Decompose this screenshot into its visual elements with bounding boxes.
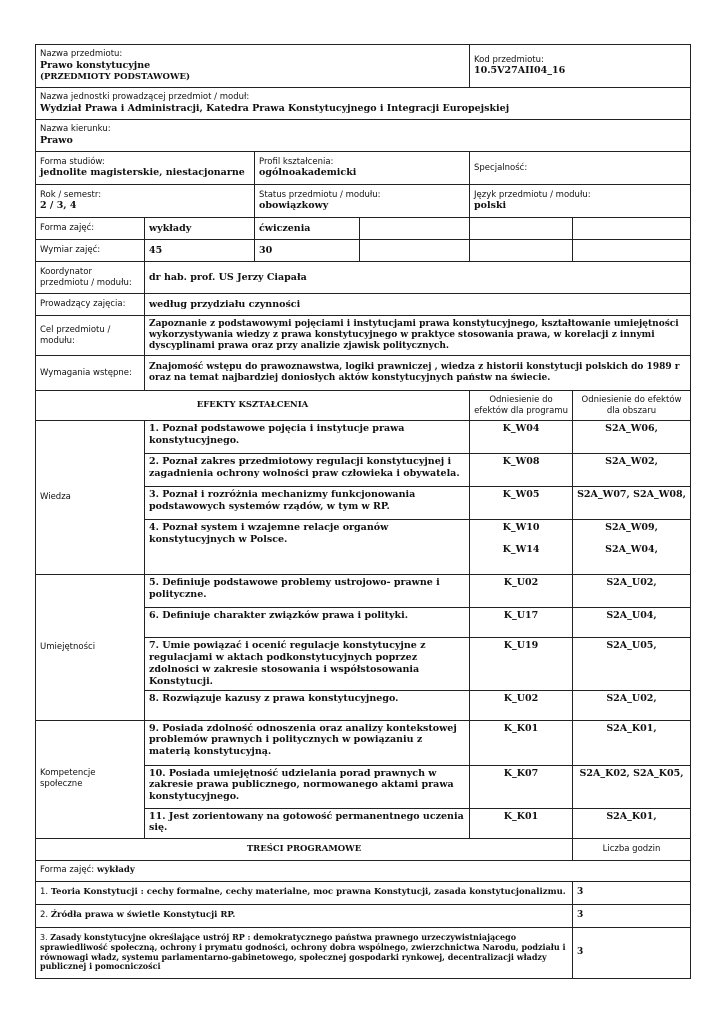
outcome-program bbox=[470, 575, 573, 608]
outcomes-col-area: Odniesienie do efektów dla obszaru bbox=[573, 391, 691, 421]
program-code: K_U19 bbox=[503, 640, 539, 651]
classes-form-2: ćwiczenia bbox=[255, 218, 360, 240]
program-code: K_W04 bbox=[502, 423, 540, 434]
area-code: S2A_K01, bbox=[606, 722, 657, 734]
hours-1: 45 bbox=[145, 240, 255, 262]
year-row bbox=[36, 185, 691, 218]
outcome-program bbox=[470, 421, 573, 454]
classes-form-row bbox=[36, 218, 691, 240]
outcome-program bbox=[470, 720, 573, 765]
profile-cell bbox=[255, 152, 470, 185]
outcome-area bbox=[573, 808, 691, 838]
outcome-text: 9. Posiada zdolność odnoszenia oraz analizy kontekstowej problemów prawnych i politycznych w powiązaniu z materią konstytucyjną. bbox=[145, 720, 470, 765]
outcome-group-skills: Umiejętności bbox=[36, 575, 145, 721]
program-code: K_W10 bbox=[502, 522, 540, 533]
outcome-program bbox=[470, 808, 573, 838]
outcome-text: 11. Jest zorientowany na gotowość permanentnego uczenia się. bbox=[145, 808, 470, 838]
empty-cell bbox=[360, 240, 470, 262]
code-label: Kod przedmiotu: bbox=[474, 54, 544, 65]
subject-label: Nazwa przedmiotu: bbox=[40, 49, 123, 60]
outcome-area bbox=[573, 720, 691, 765]
teachers-label: Prowadzący zajęcia: bbox=[36, 294, 145, 316]
content-text-cell bbox=[36, 881, 573, 904]
outcome-text: 7. Umie powiązać i ocenić regulacje konstytucyjne z regulacjami w aktach podkonstytucyjnych poprzez zdolności w zakresie stosowania i współstosowania Konstytucji. bbox=[145, 638, 470, 691]
content-num: 1. bbox=[40, 887, 49, 898]
subject-row bbox=[36, 45, 691, 88]
content-text: Zasady konstytucyjne określające ustrój RP : demokratycznego państwa prawnego urzeczywistniającego sprawiedliwość społeczną, ochrony i prymatu godności, ochrony dobra wspólnego, zwierzchnictwa Narodu, podziału i równowagi władz, systemu parlamentarno-gabinetowego, społecznej gospodarki rynkowej, decentralizacji władzy publicznej i pomocniczości bbox=[40, 932, 566, 972]
direction-cell bbox=[36, 120, 691, 152]
program-code: K_K07 bbox=[503, 767, 539, 779]
year-value: 2 / 3, 4 bbox=[40, 200, 77, 212]
program-code: K_U02 bbox=[503, 577, 539, 588]
hours-label: Wymiar zajęć: bbox=[36, 240, 145, 262]
area-code: S2A_W02, bbox=[605, 456, 658, 467]
code-value: 10.5V27AII04_16 bbox=[474, 65, 566, 77]
content-form-value: wykłady bbox=[97, 864, 135, 875]
direction-value: Prawo bbox=[40, 134, 73, 146]
content-text-cell bbox=[36, 927, 573, 978]
spec-cell bbox=[470, 152, 691, 185]
content-hours: 3 bbox=[573, 881, 691, 904]
area-code: S2A_K01, bbox=[606, 810, 657, 822]
outcome-row bbox=[36, 720, 691, 765]
status-cell bbox=[255, 185, 470, 218]
content-hours: 3 bbox=[573, 927, 691, 978]
content-text: Źródła prawa w świetle Konstytucji RP. bbox=[50, 910, 236, 921]
outcome-text: 2. Poznał zakres przedmiotowy regulacji konstytucyjnej i zagadnienia ochrony wolności praw człowieka i obywatela. bbox=[145, 454, 470, 487]
hours-2: 30 bbox=[255, 240, 360, 262]
outcome-area bbox=[573, 520, 691, 575]
classes-form-label: Forma zajęć: bbox=[36, 218, 145, 240]
classes-form-1: wykłady bbox=[145, 218, 255, 240]
content-row bbox=[36, 881, 691, 904]
area-code: S2A_U02, bbox=[606, 577, 657, 588]
unit-cell bbox=[36, 88, 691, 120]
code-cell bbox=[470, 45, 691, 88]
empty-cell bbox=[470, 240, 573, 262]
outcome-program bbox=[470, 487, 573, 520]
outcome-area bbox=[573, 454, 691, 487]
content-form-prefix: Forma zajęć: bbox=[40, 864, 95, 875]
empty-cell bbox=[470, 218, 573, 240]
hours-row bbox=[36, 240, 691, 262]
outcome-group-knowledge: Wiedza bbox=[36, 421, 145, 575]
program-code: K_K01 bbox=[503, 722, 539, 734]
content-row bbox=[36, 904, 691, 927]
year-label: Rok / semestr: bbox=[40, 189, 102, 200]
outcome-program bbox=[470, 520, 573, 575]
content-form-cell bbox=[36, 860, 691, 881]
goal-value: Zapoznanie z podstawowymi pojęciami i instytucjami prawa konstytucyjnego, kształtowanie umiejętności wykorzystywania wiedzy z prawa konstytucyjnego w praktyce stosowania prawa, w korelacji z innymi dyscyplinami prawa oraz przy analizie zjawisk politycznych. bbox=[145, 316, 691, 356]
req-row bbox=[36, 356, 691, 391]
outcome-program bbox=[470, 454, 573, 487]
coord-row bbox=[36, 262, 691, 294]
outcome-text: 3. Poznał i rozróżnia mechanizmy funkcjonowania podstawowych systemów rządów, w tym w RP. bbox=[145, 487, 470, 520]
profile-value: ogólnoakademicki bbox=[259, 167, 357, 179]
empty-cell bbox=[360, 218, 470, 240]
outcome-text: 8. Rozwiązuje kazusy z prawa konstytucyjnego. bbox=[145, 690, 470, 720]
area-code: S2A_W09, bbox=[605, 522, 658, 533]
program-code: K_W08 bbox=[502, 456, 540, 467]
coord-value: dr hab. prof. US Jerzy Ciapała bbox=[145, 262, 691, 294]
teachers-row bbox=[36, 294, 691, 316]
form-cell bbox=[36, 152, 255, 185]
area-code: S2A_U05, bbox=[606, 640, 657, 651]
spec-label: Specjalność: bbox=[474, 162, 528, 173]
program-code: K_W05 bbox=[502, 489, 540, 500]
program-code: K_K01 bbox=[503, 810, 539, 822]
goal-label: Cel przedmiotu / modułu: bbox=[36, 316, 145, 356]
outcome-area bbox=[573, 421, 691, 454]
goal-row bbox=[36, 316, 691, 356]
lang-label: Język przedmiotu / modułu: bbox=[474, 189, 591, 200]
content-hours-header: Liczba godzin bbox=[573, 838, 691, 860]
unit-row bbox=[36, 88, 691, 120]
program-code: K_W14 bbox=[502, 543, 540, 555]
outcomes-title: EFEKTY KSZTAŁCENIA bbox=[36, 391, 470, 421]
content-title: TREŚCI PROGRAMOWE bbox=[36, 838, 573, 860]
subject-cell bbox=[36, 45, 470, 88]
area-code: S2A_U04, bbox=[606, 610, 657, 621]
content-num: 2. bbox=[40, 910, 49, 921]
content-num: 3. bbox=[40, 933, 48, 943]
area-code: S2A_W06, bbox=[605, 423, 658, 434]
lang-cell bbox=[470, 185, 691, 218]
teachers-value: według przydziału czynności bbox=[145, 294, 691, 316]
content-text: Teoria Konstytucji : cechy formalne, cechy materialne, moc prawna Konstytucji, zasada konstytucjonalizmu. bbox=[50, 887, 566, 898]
direction-row bbox=[36, 120, 691, 152]
content-hours: 3 bbox=[573, 904, 691, 927]
status-value: obowiązkowy bbox=[259, 200, 329, 212]
direction-label: Nazwa kierunku: bbox=[40, 124, 111, 135]
content-text-cell bbox=[36, 904, 573, 927]
outcome-row bbox=[36, 421, 691, 454]
form-row bbox=[36, 152, 691, 185]
content-row bbox=[36, 927, 691, 978]
outcome-program bbox=[470, 638, 573, 691]
content-header-row bbox=[36, 838, 691, 860]
area-code: S2A_W07, S2A_W08, bbox=[577, 489, 686, 500]
outcome-text: 10. Posiada umiejętność udzielania porad prawnych w zakresie prawa publicznego, normowanego aktami prawa konstytucyjnego. bbox=[145, 765, 470, 808]
empty-cell bbox=[573, 218, 691, 240]
outcome-area bbox=[573, 638, 691, 691]
outcomes-col-program: Odniesienie do efektów dla programu bbox=[470, 391, 573, 421]
outcome-text: 1. Poznał podstawowe pojęcia i instytucje prawa konstytucyjnego. bbox=[145, 421, 470, 454]
outcome-area bbox=[573, 765, 691, 808]
form-label: Forma studiów: bbox=[40, 156, 105, 167]
outcome-row bbox=[36, 575, 691, 608]
subject-group: (PRZEDMIOTY PODSTAWOWE) bbox=[40, 71, 191, 82]
outcome-text: 5. Definiuje podstawowe problemy ustrojowo- prawne i polityczne. bbox=[145, 575, 470, 608]
outcomes-header-row bbox=[36, 391, 691, 421]
year-cell bbox=[36, 185, 255, 218]
outcome-text: 6. Definiuje charakter związków prawa i polityki. bbox=[145, 608, 470, 638]
outcome-area bbox=[573, 575, 691, 608]
req-value: Znajomość wstępu do prawoznawstwa, logiki prawniczej , wiedza z historii konstytucji polskich do 1989 r oraz na temat najbardziej doniosłych aktów konstytucyjnych państw na świecie. bbox=[145, 356, 691, 391]
empty-cell bbox=[573, 240, 691, 262]
subject-name: Prawo konstytucyjne bbox=[40, 60, 151, 72]
outcome-text: 4. Poznał system i wzajemne relacje organów konstytucyjnych w Polsce. bbox=[145, 520, 470, 575]
outcome-program bbox=[470, 690, 573, 720]
profile-label: Profil kształcenia: bbox=[259, 156, 334, 167]
area-code: S2A_U02, bbox=[606, 692, 657, 704]
req-label: Wymagania wstępne: bbox=[36, 356, 145, 391]
outcome-area bbox=[573, 690, 691, 720]
status-label: Status przedmiotu / modułu: bbox=[259, 189, 381, 200]
outcome-program bbox=[470, 608, 573, 638]
coord-label: Koordynator przedmiotu / modułu: bbox=[36, 262, 145, 294]
program-code: K_U02 bbox=[503, 692, 539, 704]
outcome-group-social: Kompetencje społeczne bbox=[36, 720, 145, 838]
content-form-row bbox=[36, 860, 691, 881]
lang-value: polski bbox=[474, 200, 507, 212]
unit-value: Wydział Prawa i Administracji, Katedra Prawa Konstytucyjnego i Integracji Europejskiej bbox=[40, 102, 510, 114]
area-code: S2A_K02, S2A_K05, bbox=[579, 767, 684, 779]
outcome-program bbox=[470, 765, 573, 808]
area-code: S2A_W04, bbox=[605, 543, 658, 555]
form-value: jednolite magisterskie, niestacjonarne bbox=[40, 167, 245, 179]
program-code: K_U17 bbox=[503, 610, 539, 621]
syllabus-sheet bbox=[35, 44, 690, 979]
outcome-area bbox=[573, 608, 691, 638]
outcome-area bbox=[573, 487, 691, 520]
syllabus-table bbox=[35, 44, 691, 979]
unit-label: Nazwa jednostki prowadzącej przedmiot / moduł: bbox=[40, 92, 250, 103]
